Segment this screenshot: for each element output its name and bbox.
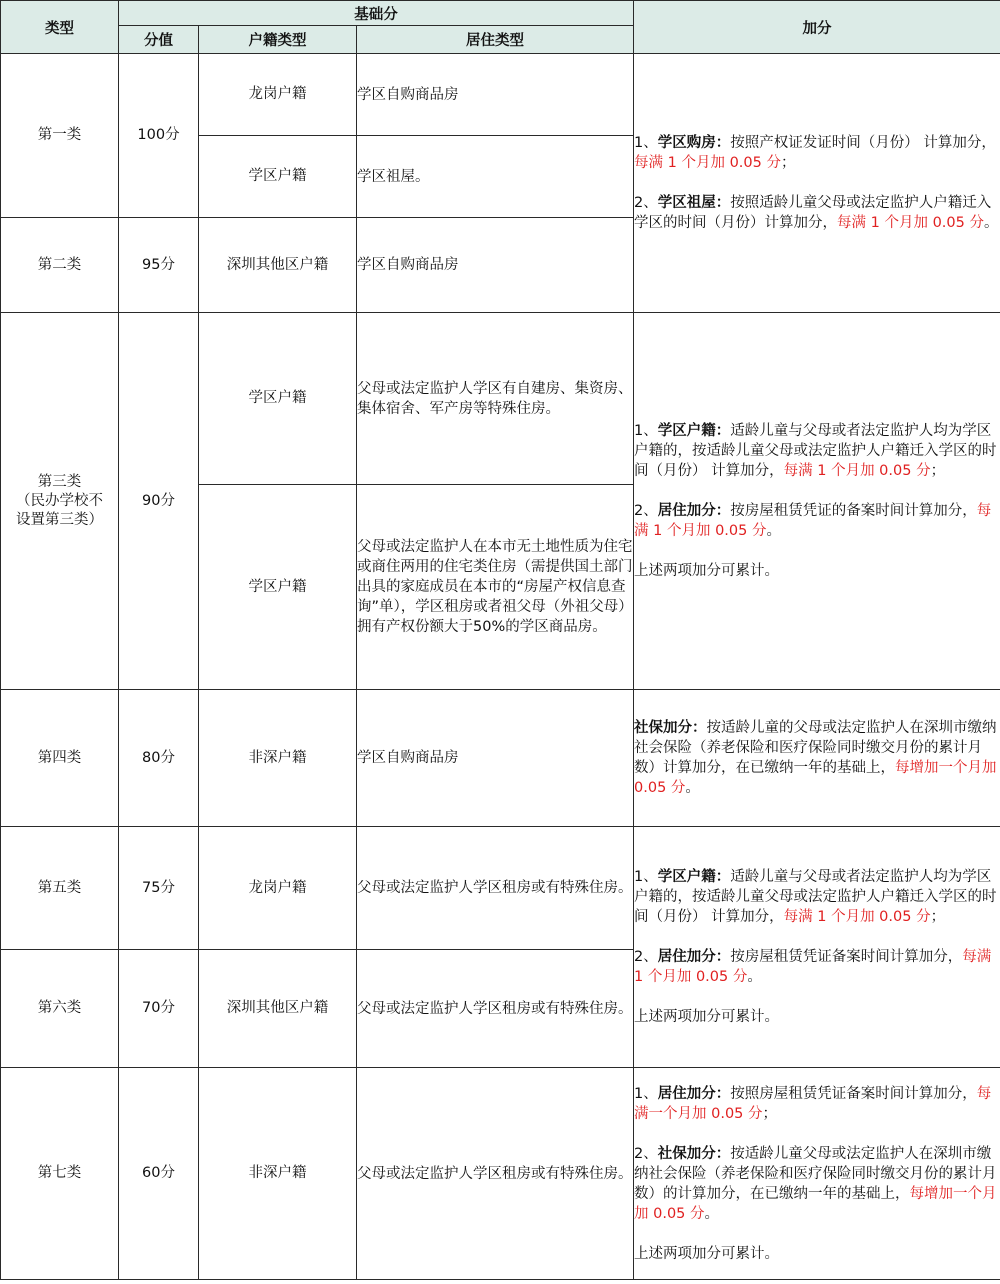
- header-type: 类型: [1, 1, 119, 54]
- bonus-rate-highlight: 每满 1 个月加 0.05 分: [783, 909, 931, 925]
- residence-cell: 父母或法定监护人学区租房或有特殊住房。: [357, 1068, 634, 1280]
- score-cell: 80分: [119, 690, 199, 827]
- bonus-note: 上述两项加分可累计。: [634, 563, 780, 579]
- bonus-rate-highlight: 每增加一个月加 0.05 分: [634, 760, 997, 796]
- bonus-cell: [634, 1068, 1000, 1280]
- table-row: [1, 313, 1000, 485]
- header-residence: 居住类型: [357, 26, 634, 54]
- score-cell: 100分: [119, 54, 199, 218]
- bonus-paragraph: 1、学区户籍：适龄儿童与父母或者法定监护人均为学区户籍的，按适龄儿童父母或法定监护人户籍迁入学区的时间（月份） 计算加分，每满 1 个月加 0.05 分；: [634, 423, 997, 479]
- bonus-paragraph: 2、社保加分：按适龄儿童父母或法定监护人在深圳市缴纳社会保险（养老保险和医疗保险同时缴交月份的累计月数）的计算加分，在已缴纳一年的基础上，每增加一个月加 0.05 分。: [634, 1145, 997, 1222]
- type-line: 设置第三类）: [16, 511, 103, 528]
- header-hukou: 户籍类型: [199, 26, 357, 54]
- bonus-paragraph: 2、学区祖屋：按照适龄儿童父母或法定监护人户籍迁入学区的时间（月份）计算加分，每满 1 个月加 0.05 分。: [634, 195, 999, 231]
- score-cell: 90分: [119, 313, 199, 690]
- type-line: （民办学校不: [16, 492, 103, 509]
- hukou-cell: 非深户籍: [199, 1068, 357, 1280]
- hukou-cell: 学区户籍: [199, 136, 357, 218]
- residence-cell: 父母或法定监护人学区有自建房、集资房、集体宿舍、军产房等特殊住房。: [357, 313, 634, 485]
- type-cell: 第一类: [1, 54, 119, 218]
- residence-cell: 学区祖屋。: [357, 136, 634, 218]
- type-line: 第三类: [37, 473, 82, 490]
- bonus-cell: [634, 313, 1000, 690]
- hukou-cell: 深圳其他区户籍: [199, 950, 357, 1068]
- bonus-cell: [634, 54, 1000, 313]
- residence-cell: 学区自购商品房: [357, 218, 634, 313]
- header-bonus: 加分: [634, 1, 1000, 54]
- table-row: [1, 827, 1000, 950]
- hukou-cell: 龙岗户籍: [199, 54, 357, 136]
- residence-cell: 父母或法定监护人在本市无土地性质为住宅或商住两用的住宅类住房（需提供国土部门出具的家庭成员在本市的“房屋产权信息查询”单），学区租房或者祖父母（外祖父母）拥有产权份额大于50%的学区商品房。: [357, 485, 634, 690]
- bonus-paragraph: 社保加分：按适龄儿童的父母或法定监护人在深圳市缴纳社会保险（养老保险和医疗保险同时缴交月份的累计月数）计算加分，在已缴纳一年的基础上，每增加一个月加 0.05 分。: [634, 720, 997, 796]
- bonus-paragraph: 1、学区购房：按照产权证发证时间（月份） 计算加分，每满 1 个月加 0.05 分；: [634, 135, 996, 171]
- table-row: [1, 690, 1000, 827]
- hukou-cell: 龙岗户籍: [199, 827, 357, 950]
- bonus-rate-highlight: 每满 1 个月加 0.05 分: [837, 215, 984, 231]
- bonus-paragraph: 1、学区户籍：适龄儿童与父母或者法定监护人均为学区户籍的，按适龄儿童父母或法定监护人户籍迁入学区的时间（月份） 计算加分，每满 1 个月加 0.05 分；: [634, 869, 997, 925]
- bonus-cell: [634, 827, 1000, 1068]
- bonus-cell: [634, 690, 1000, 827]
- header-score: 分值: [119, 26, 199, 54]
- type-cell: 第六类: [1, 950, 119, 1068]
- bonus-paragraph: 1、居住加分：按照房屋租赁凭证备案时间计算加分，每满一个月加 0.05 分；: [634, 1085, 992, 1122]
- bonus-paragraph: 2、居住加分：按房屋租赁凭证的备案时间计算加分，每满 1 个月加 0.05 分。: [634, 503, 992, 539]
- hukou-cell: 非深户籍: [199, 690, 357, 827]
- type-cell: 第四类: [1, 690, 119, 827]
- bonus-rate-highlight: 每增加一个月加 0.05 分: [634, 1185, 997, 1222]
- score-cell: 75分: [119, 827, 199, 950]
- type-cell: [1, 313, 119, 690]
- bonus-rate-highlight: 每满一个月加 0.05 分: [634, 1085, 992, 1122]
- bonus-rate-highlight: 每满 1 个月加 0.05 分: [634, 155, 781, 171]
- score-cell: 95分: [119, 218, 199, 313]
- table-row: [1, 54, 1000, 136]
- bonus-rate-highlight: 每满 1 个月加 0.05 分: [634, 503, 992, 539]
- bonus-rate-highlight: 每满 1 个月加 0.05 分: [634, 949, 992, 985]
- type-cell: 第二类: [1, 218, 119, 313]
- bonus-paragraph: 2、居住加分：按房屋租赁凭证备案时间计算加分，每满 1 个月加 0.05 分。: [634, 949, 992, 985]
- hukou-cell: 学区户籍: [199, 313, 357, 485]
- residence-cell: 学区自购商品房: [357, 690, 634, 827]
- bonus-rate-highlight: 每满 1 个月加 0.05 分: [783, 463, 931, 479]
- hukou-cell: 学区户籍: [199, 485, 357, 690]
- header-row-1: [1, 1, 1000, 26]
- residence-cell: 父母或法定监护人学区租房或有特殊住房。: [357, 827, 634, 950]
- residence-cell: 学区自购商品房: [357, 54, 634, 136]
- bonus-note: 上述两项加分可累计。: [634, 1245, 780, 1262]
- header-base-score: 基础分: [119, 1, 634, 26]
- score-cell: 70分: [119, 950, 199, 1068]
- residence-cell: 父母或法定监护人学区租房或有特殊住房。: [357, 950, 634, 1068]
- table-row: [1, 1068, 1000, 1280]
- bonus-note: 上述两项加分可累计。: [634, 1009, 780, 1025]
- hukou-cell: 深圳其他区户籍: [199, 218, 357, 313]
- type-cell: 第五类: [1, 827, 119, 950]
- type-cell: 第七类: [1, 1068, 119, 1280]
- score-cell: 60分: [119, 1068, 199, 1280]
